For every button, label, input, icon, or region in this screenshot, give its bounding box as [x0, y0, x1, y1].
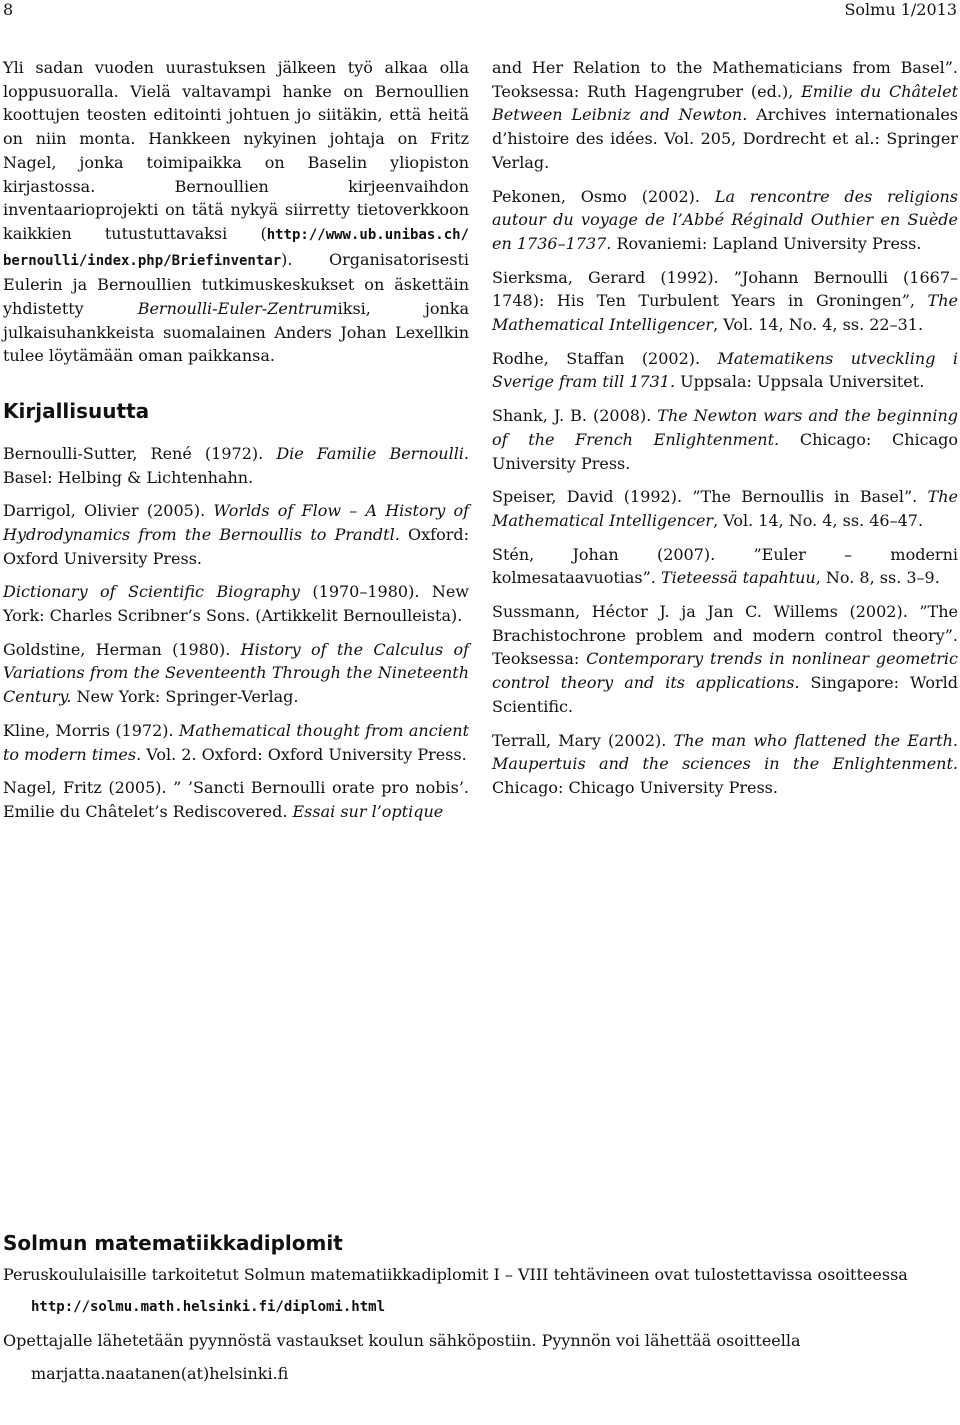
reference-text: Sussmann, Héctor J. ja Jan C. Willems (2002). ”The Brachistochrone problem and modern control theory”. Teoksessa:: [492, 602, 958, 669]
reference-text: , No. 8, ss. 3–9.: [815, 568, 940, 588]
reference-title: The Mathematical Intelligencer: [492, 291, 958, 335]
intro-text: Yli sadan vuoden uurastuksen jälkeen työ alkaa olla loppusuoralla. Vielä valtavampi hanke on Bernoullien koottujen teosten editointi johtuen jo siitäkin, että heitä on niin monta. Hankkeen nykyinen johtaja on Fritz Nagel, jonka toimipaikka on Baselin yliopiston kirjastossa. Bernoullien kirjeenvaihdon inventaarioprojekti on tätä nykyä siirretty tietoverkkoon kaikkien tutustuttavaksi (: [3, 58, 469, 243]
reference-item: [3, 776, 469, 823]
section-title: Kirjallisuutta: [3, 399, 150, 424]
reference-text: Shank, J. B. (2008).: [492, 406, 658, 426]
reference-text: Nagel, Fritz (2005). ” ’Sancti Bernoulli orate pro nobis’. Emilie du Châtelet’s Rediscovered.: [3, 778, 469, 821]
reference-item: [3, 442, 469, 489]
reference-item: [492, 485, 958, 532]
bernoulli-url-link[interactable]: http://www.ub.unibas.ch/ bernoulli/index.php/Briefinventar: [3, 226, 469, 269]
reference-text: Vol. 2. Oxford: Oxford University Press.: [141, 744, 467, 764]
reference-text: Kline, Morris (1972).: [3, 720, 179, 740]
left-column: [3, 56, 469, 834]
reference-item: [492, 543, 958, 590]
reference-title: Die Familie Bernoulli.: [276, 443, 470, 463]
intro-text: iksi, jonka julkaisuhankkeista suomalainen Anders Johan Lexellkin tulee löytämään oman paikkansa.: [3, 299, 469, 366]
intro-italic: Bernoulli-Euler-Zentrum: [137, 299, 338, 319]
reference-text: Singapore: World Scientific.: [492, 673, 958, 716]
reference-text: Bernoulli-Sutter, René (1972).: [3, 443, 277, 463]
reference-title: Worlds of Flow – A History of Hydrodynamics from the Bernoullis to Prandtl.: [3, 501, 470, 544]
left-reference-list: [3, 442, 469, 824]
reference-text: Uppsala: Uppsala Universitet.: [675, 372, 925, 392]
reference-title: Matematikens utveckling i Sverige fram till 1731.: [492, 348, 958, 392]
reference-text: (1970–1980). New York: Charles Scribner’s Sons. (Artikkelit Bernoulleista).: [3, 582, 469, 626]
reference-text: Chicago: Chicago University Press.: [492, 777, 778, 797]
page-header: [0, 0, 960, 22]
reference-text: Archives internationales d’histoire des idées. Vol. 205, Dordrecht et al.: Springer Verlag.: [492, 105, 959, 172]
reference-title: The man who flattened the Earth. Maupertuis and the sciences in the Enlightenment.: [492, 730, 958, 774]
reference-title: History of the Calculus of Variations from the Seventeenth Through the Nineteenth Century.: [3, 639, 470, 707]
reference-item: [3, 580, 469, 627]
reference-title: Dictionary of Scientific Biography: [3, 582, 300, 602]
reference-text: , Vol. 14, No. 4, ss. 46–47.: [713, 510, 924, 530]
reference-title: La rencontre des religions autour du voyage de l’Abbé Réginald Outhier en Suède en 1736–1737.: [492, 186, 959, 253]
reference-text: Terrall, Mary (2002).: [492, 730, 674, 750]
reference-title: The Mathematical Intelligencer: [492, 487, 958, 530]
reference-text: New York: Springer-Verlag.: [71, 687, 299, 707]
reference-text: Pekonen, Osmo (2002).: [492, 186, 715, 206]
reference-text: Speiser, David (1992). ”The Bernoullis in Basel”.: [492, 487, 928, 507]
reference-title: Tieteessä tapahtuu: [660, 568, 816, 588]
diploma-notice: [3, 1232, 958, 1385]
reference-item: [3, 499, 469, 570]
notice-title: Solmun matematiikkadiplomit: [3, 1231, 343, 1255]
reference-text: Oxford: Oxford University Press.: [3, 524, 470, 568]
reference-item: [3, 719, 469, 766]
page-number: 8: [3, 0, 14, 19]
reference-title: Emilie du Châtelet Between Leibniz and Newton.: [492, 81, 958, 125]
reference-text: and Her Relation to the Mathematicians from Basel”. Teoksessa: Ruth Hagengruber (ed.),: [492, 58, 958, 101]
notice-text: Peruskoululaisille tarkoitetut Solmun matematiikkadiplomit I – VIII tehtävineen ovat tulostettavissa osoitteessa: [3, 1265, 908, 1284]
intro-paragraph: [3, 56, 469, 368]
reference-title: Mathematical thought from ancient to modern times.: [3, 720, 470, 764]
reference-text: , Vol. 14, No. 4, ss. 22–31.: [713, 315, 924, 335]
reference-text: Stén, Johan (2007). ”Euler – moderni kolmesataavuotias”.: [492, 544, 958, 588]
right-column: [492, 56, 958, 810]
right-reference-list: [492, 56, 958, 800]
contact-email-link[interactable]: marjatta.naatanen(at)helsinki.fi: [31, 1364, 289, 1383]
reference-item: [492, 347, 958, 394]
reference-text: Darrigol, Olivier (2005).: [3, 501, 214, 521]
reference-item: [492, 404, 958, 475]
reference-item: [492, 266, 958, 337]
reference-item: [492, 185, 958, 256]
notice-text-2: Opettajalle lähetetään pyynnöstä vastaukset koulun sähköpostiin. Pyynnön voi lähettää osoitteella: [3, 1331, 801, 1350]
reference-item: [492, 729, 958, 800]
intro-text: ). Organisatorisesti Eulerin ja Bernoullien tutkimuskeskukset on äskettäin yhdistetty: [3, 249, 469, 319]
reference-item: [492, 56, 958, 175]
reference-text: Goldstine, Herman (1980).: [3, 639, 241, 659]
reference-title: The Newton wars and the beginning of the French Enlightenment.: [492, 406, 959, 449]
reference-title: Contemporary trends in nonlinear geometric control theory and its applications.: [492, 649, 959, 693]
reference-text: Rodhe, Staffan (2002).: [492, 348, 718, 368]
reference-text: Basel: Helbing & Lichtenhahn.: [3, 467, 254, 487]
reference-text: Sierksma, Gerard (1992). ”Johann Bernoulli (1667–1748): His Ten Turbulent Years in Groningen”,: [492, 267, 958, 311]
reference-title: Essai sur l’optique: [292, 801, 444, 821]
running-title: Solmu 1/2013: [844, 0, 957, 19]
reference-text: Rovaniemi: Lapland University Press.: [611, 233, 922, 253]
reference-text: Chicago: Chicago University Press.: [492, 429, 958, 473]
reference-item: [3, 638, 469, 709]
diploma-url-link[interactable]: http://solmu.math.helsinki.fi/diplomi.html: [31, 1299, 386, 1315]
reference-item: [492, 600, 958, 719]
